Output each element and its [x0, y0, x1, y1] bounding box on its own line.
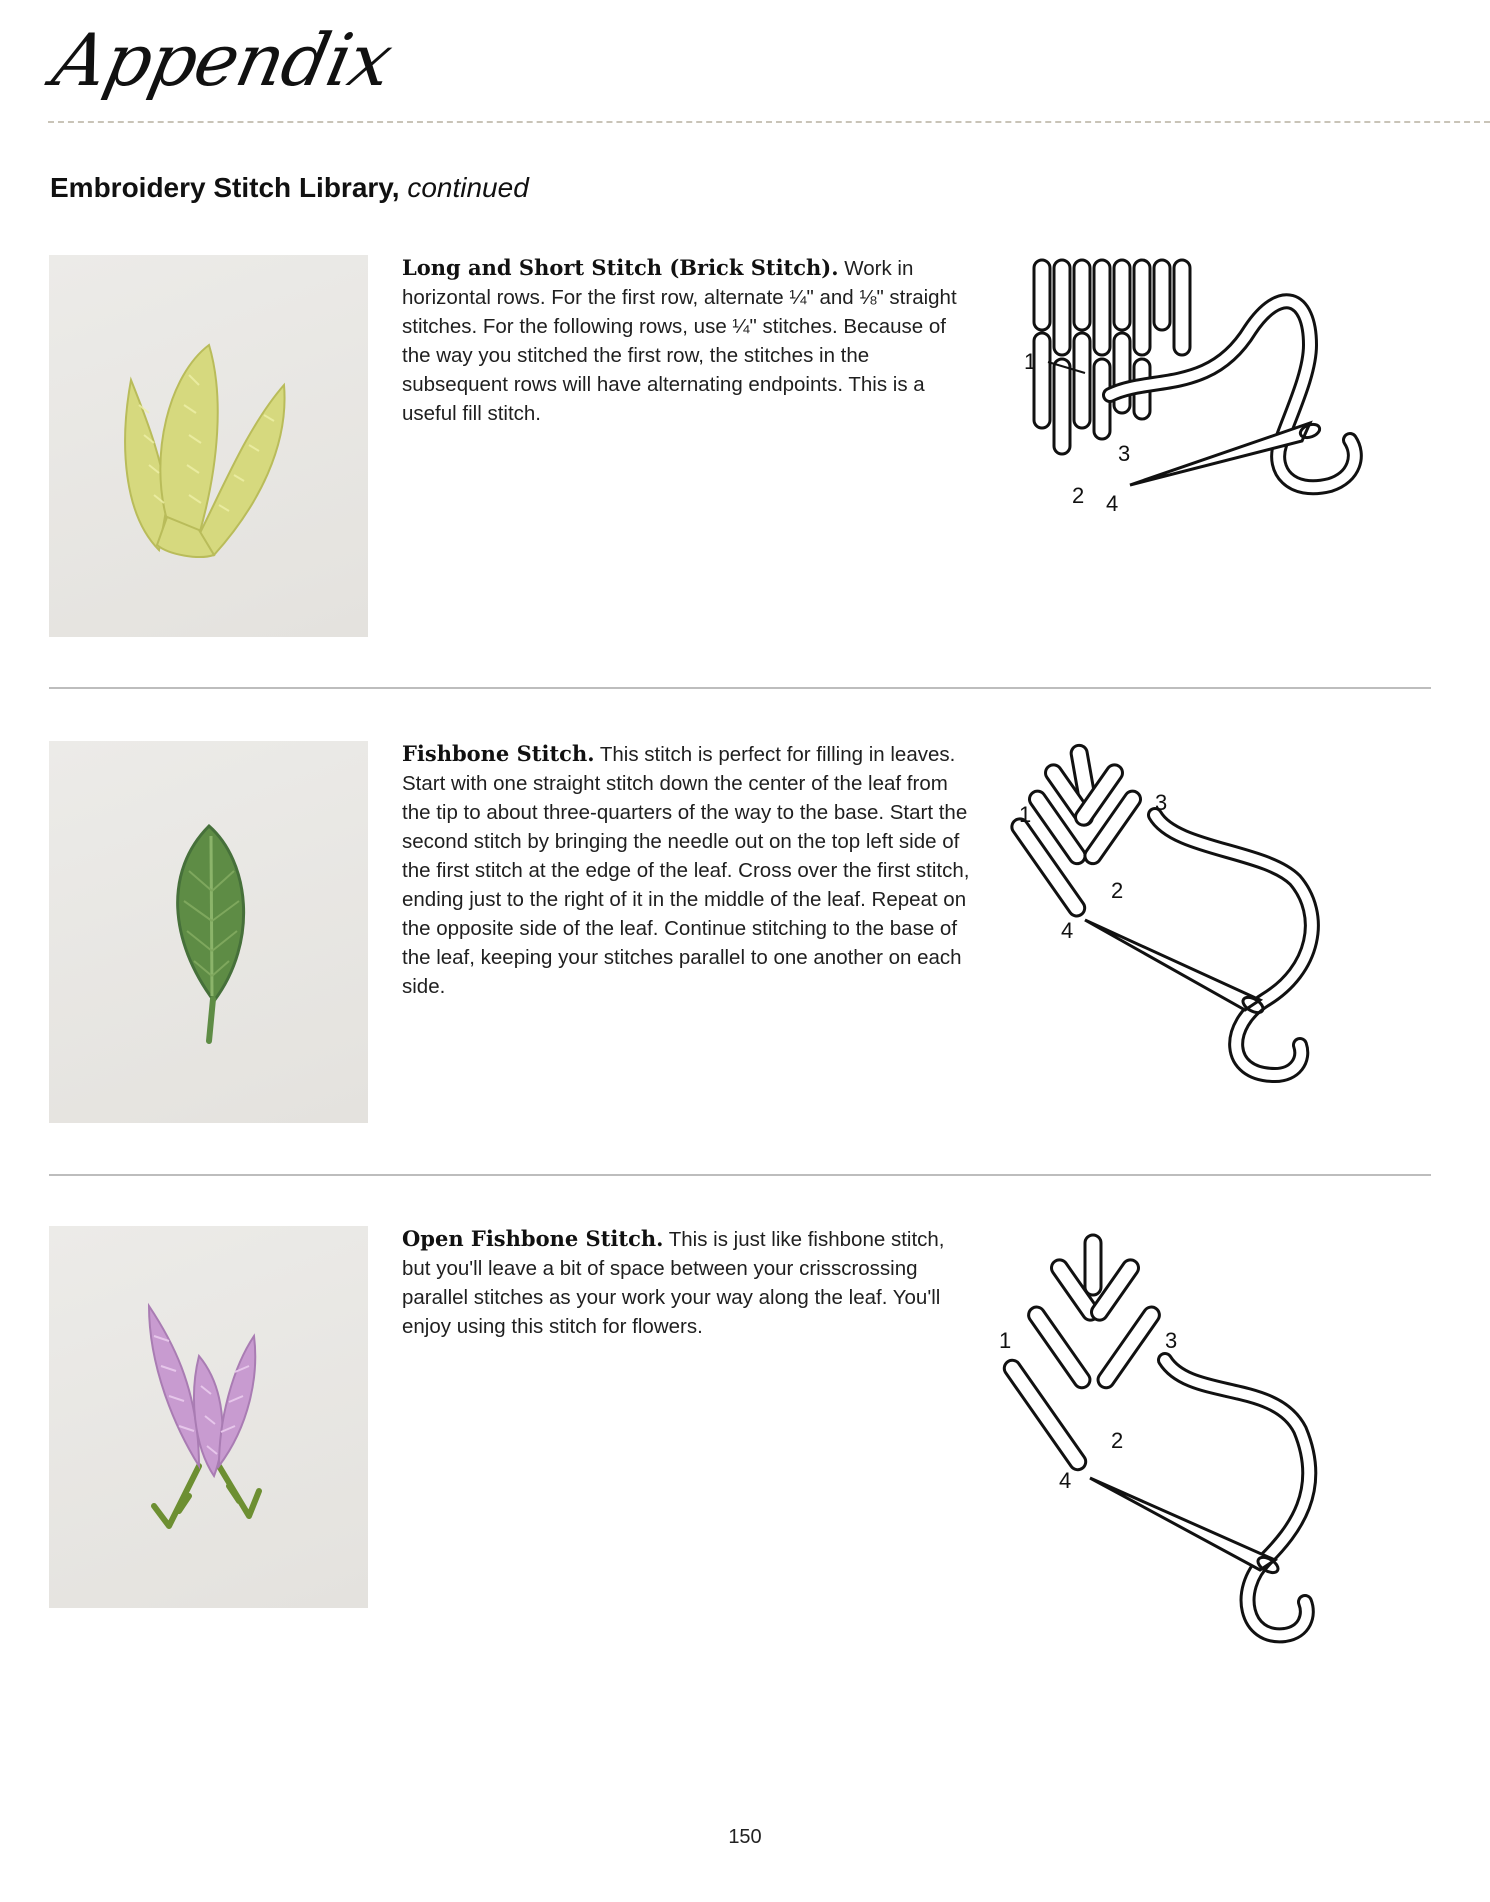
long-short-stitch-diagram: [1010, 255, 1410, 525]
step-label-3: 3: [1155, 790, 1168, 815]
page-number: 150: [728, 1826, 762, 1848]
stitch-diagram-svg: [1010, 255, 1410, 525]
step-label-3: 3: [1118, 441, 1131, 466]
step-label-4: 4: [1059, 1468, 1072, 1493]
step-label-1: 1: [1019, 802, 1032, 827]
step-label-2: 2: [1111, 1428, 1124, 1453]
step-label-1: 1: [1024, 349, 1037, 374]
lavender-sprig-embroidery-image: [49, 1226, 368, 1608]
fishbone-stitch-diagram: [1005, 740, 1345, 1110]
open-fishbone-stitch-diagram: [995, 1230, 1335, 1670]
stitch-diagram-svg: [995, 1230, 1335, 1670]
stitch-description: [402, 1224, 977, 1341]
leaf-photo-open-fishbone: [49, 1226, 368, 1608]
step-label-4: 4: [1106, 491, 1119, 516]
section-divider: [49, 1174, 1431, 1176]
stitch-name: Long and Short Stitch (Brick Stitch).: [402, 255, 839, 280]
green-leaf-embroidery-image: [49, 741, 368, 1123]
yellow-leaf-embroidery-image: [49, 255, 368, 637]
step-label-2: 2: [1072, 483, 1085, 508]
chapter-title: Appendix: [46, 18, 399, 102]
step-label-4: 4: [1061, 918, 1074, 943]
section-divider: [49, 687, 1431, 689]
stitch-instructions: This is just like fishbone stitch, but you'll leave a bit of space between your crisscrossing parallel stitches as your work your way along the leaf. You'll enjoy using this stitch for flowers.: [402, 1228, 945, 1338]
stitch-name: Open Fishbone Stitch.: [402, 1226, 664, 1251]
section-title-main: Embroidery Stitch Library,: [50, 172, 400, 203]
stitch-description: [402, 253, 977, 428]
step-label-2: 2: [1111, 878, 1124, 903]
stitch-instructions: Work in horizontal rows. For the first row, alternate ¼" and ⅛" straight stitches. For the following rows, use ¼" stitches. Because of the way you stitched the first row, the stitches in the subsequent rows will have alternating endpoints. This is a useful fill stitch.: [402, 257, 957, 425]
section-title: [50, 172, 529, 204]
stitch-name: Fishbone Stitch.: [402, 741, 595, 766]
step-label-1: 1: [999, 1328, 1012, 1353]
stitch-diagram-svg: [1005, 740, 1345, 1110]
leaf-photo-long-short: [49, 255, 368, 637]
header-divider: [48, 121, 1490, 123]
stitch-instructions: This stitch is perfect for filling in leaves. Start with one straight stitch down the center of the leaf from the tip to about three-quarters of the way to the base. Start the second stitch by bringing the needle out on the top left side of the first stitch at the edge of the leaf. Cross over the first stitch, ending just to the right of it in the middle of the leaf. Repeat on the opposite side of the leaf. Continue stitching to the base of the leaf, keeping your stitches parallel to one another on each side.: [402, 743, 970, 998]
section-title-continued: continued: [407, 172, 529, 203]
leaf-photo-fishbone: [49, 741, 368, 1123]
step-label-3: 3: [1165, 1328, 1178, 1353]
stitch-description: [402, 739, 977, 1001]
